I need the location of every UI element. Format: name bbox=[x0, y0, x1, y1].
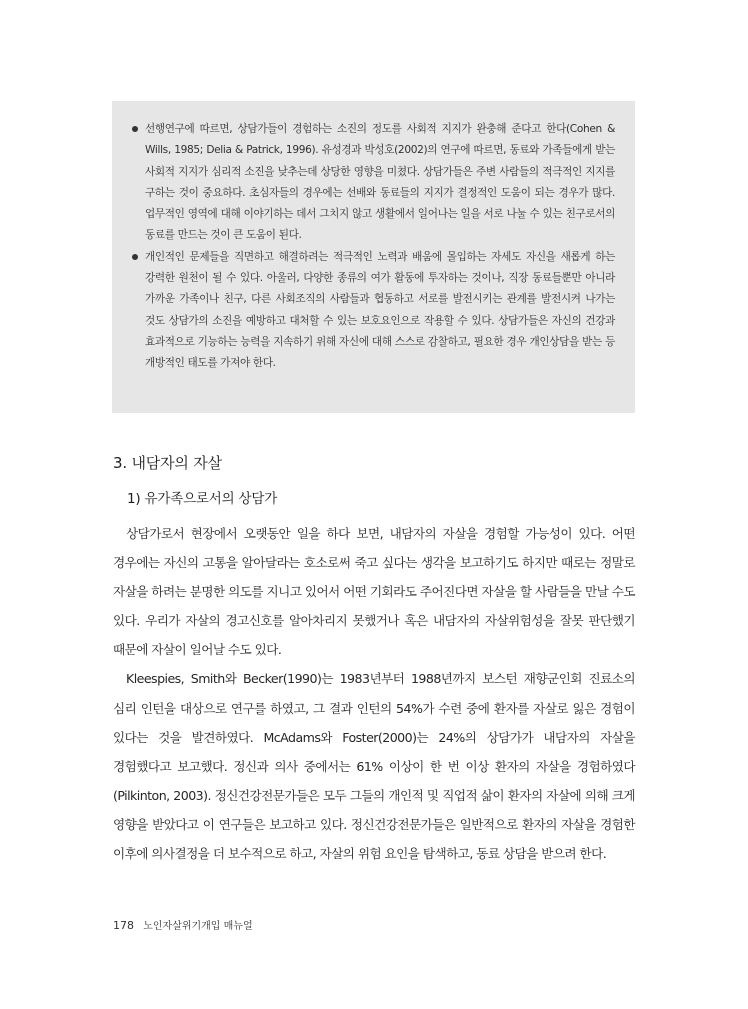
paragraph: Kleespies, Smith와 Becker(1990)는 1983년부터 1988년까지 보스턴 재향군인회 진료소의 심리 인턴을 대상으로 연구를 하였고, 그 결과 인턴의 54%가 수련 중에 환자를 자살로 잃은 경험이 있다는 것을 발견하였다. McAdams와 Foster(2000)는 24%의 상담가가 내담자의 자살을 경험했다고 보고했다. 정신과 의사 중에서는 61% 이상이 한 번 이상 환자의 자살을 경험하였다(Pilkinton, 2003). 정신건강전문가들은 모두 그들의 개인적 및 직업적 삶이 환자의 자살에 의해 크게 영향을 받았다고 이 연구들은 보고하고 있다. 정신건강전문가들은 일반적으로 환자의 자살을 경험한 이후에 의사결정을 더 보수적으로 하고, 자살의 위험 요인을 탐색하고, 동료 상담을 받으려 한다. bbox=[113, 671, 635, 862]
info-box bbox=[112, 101, 635, 413]
book-title: 노인자살위기개입 매뉴얼 bbox=[143, 921, 253, 932]
paragraph: 상담가로서 현장에서 오랫동안 일을 하다 보면, 내담자의 자살을 경험할 가능성이 있다. 어떤 경우에는 자신의 고통을 알아달라는 호소로써 죽고 싶다는 생각을 보고하기도 하지만 때로는 정말로 자살을 하려는 분명한 의도를 지니고 있어서 어떤 기회라도 주어진다면 자살을 할 사람들을 만날 수도 있다. 우리가 자살의 경고신호를 알아차리지 못했거나 혹은 내담자의 자살위험성을 잘못 판단했기 때문에 자살이 일어날 수도 있다. bbox=[113, 526, 635, 658]
bullet-dot-icon bbox=[132, 126, 138, 132]
bullet-text: 개인적인 문제들을 직면하고 해결하려는 적극적인 노력과 배움에 몰입하는 자세도 자신을 새롭게 하는 강력한 원천이 될 수 있다. 아울러, 다양한 종류의 여가 활동에 투자하는 것이나, 직장 동료들뿐만 아니라 가까운 가족이나 친구, 다른 사회조직의 사람들과 협동하고 서로를 발전시키는 관계를 발전시켜 나가는 것도 상담가의 소진을 예방하고 대처할 수 있는 보호요인으로 작용할 수 있다. 상담가들은 자신의 건강과 효과적으로 기능하는 능력을 지속하기 위해 자신에 대해 스스로 감찰하고, 필요한 경우 개인상담을 받는 등 개방적인 태도를 가져야 한다. bbox=[145, 250, 615, 370]
bullet-text: 선행연구에 따르면, 상담가들이 경험하는 소진의 정도를 사회적 지지가 완충해 준다고 한다(Cohen & Wills, 1985; Delia & Patrick, 1996). 유성경과 박성호(2002)의 연구에 따르면, 동료와 가족들에게 받는 사회적 지지가 심리적 소진을 낮추는데 상당한 영향을 미쳤다. 상담가들은 주변 사람들의 적극적인 지지를 구하는 것이 중요하다. 초심자들의 경우에는 선배와 동료들의 지지가 결정적인 도움이 되는 경우가 많다. 업무적인 영역에 대해 이야기하는 데서 그치지 않고 생활에서 일어나는 일을 서로 나눌 수 있는 친구로서의 동료를 만드는 것이 큰 도움이 된다. bbox=[145, 123, 615, 242]
bullet-item bbox=[132, 119, 615, 247]
page-number: 178 bbox=[113, 919, 134, 932]
bullet-item bbox=[132, 247, 615, 375]
body-text bbox=[113, 519, 635, 868]
page-footer bbox=[113, 917, 253, 932]
subsection-heading: 1) 유가족으로서의 상담가 bbox=[127, 491, 278, 507]
bullet-dot-icon bbox=[132, 254, 138, 260]
section-heading: 3. 내담자의 자살 bbox=[113, 454, 222, 472]
